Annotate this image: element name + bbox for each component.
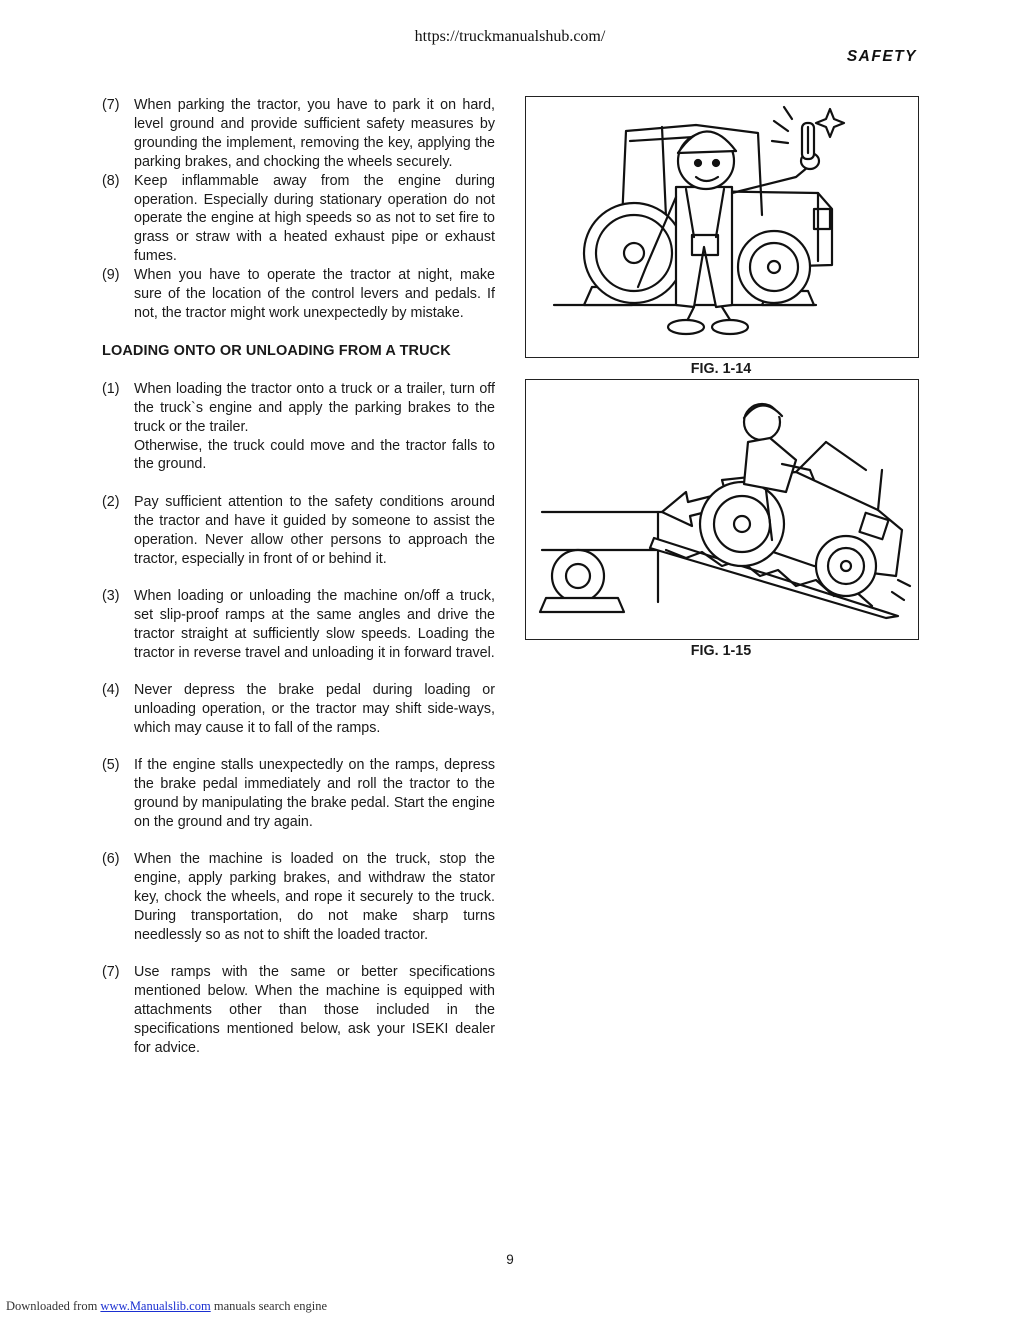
- item-text: When loading or unloading the machine on/off a truck, set slip-proof ramps at the same angles and drive the tractor straight at sufficiently slow speeds. Loading the tractor in reverse travel and unloading it in forward travel.: [134, 587, 495, 661]
- list-item: [102, 587, 495, 663]
- list-item: [102, 380, 495, 475]
- item-number: (9): [102, 267, 120, 284]
- list-item: [102, 96, 495, 172]
- ramp-loading-illustration: [526, 380, 918, 639]
- item-text: [134, 380, 495, 475]
- item-number: (5): [102, 757, 120, 774]
- item-text: Use ramps with the same or better specifications mentioned below. When the machine is equipped with attachments other than those included in the specifications mentioned below, ask your ISEKI dealer for advice.: [134, 964, 495, 1057]
- footer-prefix: Downloaded from: [6, 1299, 98, 1313]
- list-item: [102, 850, 495, 945]
- figure-caption: FIG. 1-15: [690, 643, 752, 659]
- figure-caption: FIG. 1-14: [690, 361, 752, 377]
- item-number: (3): [102, 587, 120, 604]
- footer-suffix: manuals search engine: [213, 1299, 327, 1313]
- figure-loading-ramp: [525, 379, 919, 640]
- page-number: 9: [506, 1252, 514, 1267]
- item-text-line: When loading the tractor onto a truck or a trailer, turn off the truck`s engine and apply the parking brakes to the truck or the trailer.: [134, 380, 495, 435]
- item-text: Keep inflammable away from the engine during operation. Especially during stationary operation do not operate the engine at high speeds so as not to set fire to grass or straw with a heated exhaust pipe or exhaust fumes.: [134, 172, 495, 265]
- figure-parked-tractor: [525, 96, 919, 358]
- main-text-column: [102, 96, 495, 1058]
- item-text: When parking the tractor, you have to park it on hard, level ground and provide sufficient safety measures by grounding the implement, removing the key, applying the parking brakes, and chocking the wheels securely.: [134, 97, 495, 170]
- item-number: (1): [102, 380, 120, 397]
- list-item: [102, 493, 495, 569]
- list-item: [102, 172, 495, 267]
- item-number: (7): [102, 964, 120, 981]
- parked-tractor-illustration: [526, 97, 918, 357]
- source-url: https://truckmanualshub.com/: [414, 28, 606, 45]
- download-footer: [6, 1299, 327, 1314]
- item-text: When you have to operate the tractor at night, make sure of the location of the control levers and pedals. If not, the tractor might work unexpectedly by mistake.: [134, 267, 495, 321]
- list-item: [102, 963, 495, 1058]
- item-text: If the engine stalls unexpectedly on the ramps, depress the brake pedal immediately and roll the tractor to the ground by manipulating the brake pedal. Start the engine on the ground and try again.: [134, 757, 495, 830]
- item-number: (8): [102, 172, 120, 189]
- list-item: [102, 266, 495, 323]
- manualslib-link[interactable]: www.Manualslib.com: [100, 1299, 211, 1313]
- item-number: (4): [102, 682, 120, 699]
- item-text: Never depress the brake pedal during loading or unloading operation, or the tractor may shift side-ways, which may cause it to fall of the ramps.: [134, 682, 495, 736]
- item-text: Pay sufficient attention to the safety conditions around the tractor and have it guided by someone to assist the operation. Never allow other persons to approach the tractor, especially in front of or behind it.: [134, 493, 495, 567]
- list-item: [102, 681, 495, 738]
- item-number: (7): [102, 97, 120, 113]
- item-text: When the machine is loaded on the truck, stop the engine, apply parking brakes, and withdraw the stator key, chock the wheels, and rope it securely to the truck. During transportation, do not make sharp turns needlessly so as not to shift the loaded tractor.: [134, 851, 495, 944]
- item-text-line: Otherwise, the truck could move and the tractor falls to the ground.: [134, 437, 495, 473]
- list-item: [102, 756, 495, 832]
- item-number: (2): [102, 493, 120, 510]
- section-title: SAFETY: [846, 48, 917, 65]
- item-number: (6): [102, 851, 120, 868]
- section-heading: LOADING ONTO OR UNLOADING FROM A TRUCK: [102, 342, 451, 359]
